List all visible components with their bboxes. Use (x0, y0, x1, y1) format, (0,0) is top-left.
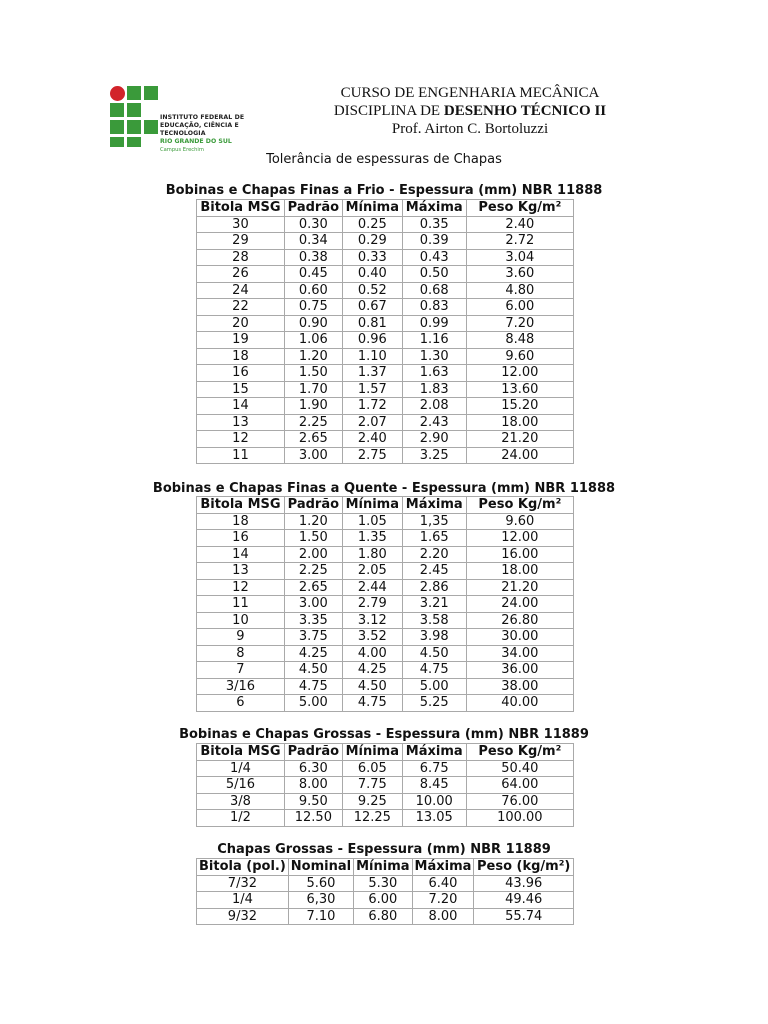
table-cell: 36.00 (466, 662, 573, 679)
table-cell: 1.37 (342, 365, 402, 382)
table-cell: 0.90 (284, 315, 342, 332)
table-cell: 4.50 (342, 678, 402, 695)
table-cell: 1.57 (342, 381, 402, 398)
column-header: Bitola MSG (197, 744, 285, 761)
table-cell: 2.90 (402, 431, 466, 448)
table-cell: 7.20 (466, 315, 573, 332)
table-row (197, 414, 574, 431)
logo-text (160, 114, 270, 154)
table-cell: 1.90 (284, 398, 342, 415)
table-cell: 0.75 (284, 299, 342, 316)
table-row (197, 645, 574, 662)
table-cell: 21.20 (466, 579, 573, 596)
table-cell: 0.83 (402, 299, 466, 316)
table-cell: 50.40 (466, 760, 573, 777)
table-row (197, 216, 574, 233)
thick-plates-table (196, 858, 574, 925)
table-cell: 3.35 (284, 612, 342, 629)
table-cell: 16.00 (466, 546, 573, 563)
table-cell: 3/16 (197, 678, 285, 695)
table-header-row (197, 744, 574, 761)
table-cell: 0.81 (342, 315, 402, 332)
column-header: Mínima (342, 497, 402, 514)
table-row (197, 777, 574, 794)
table-cell: 0.33 (342, 249, 402, 266)
table-row (197, 249, 574, 266)
table-cell: 1.63 (402, 365, 466, 382)
table-row (197, 266, 574, 283)
thick-coils-table (196, 743, 574, 827)
table-cell: 3.04 (466, 249, 573, 266)
table-cell: 2.40 (466, 216, 573, 233)
table-cell: 1.80 (342, 546, 402, 563)
column-header: Mínima (354, 859, 412, 876)
column-header: Mínima (342, 200, 402, 217)
table-cell: 4.50 (402, 645, 466, 662)
table-cell: 1.70 (284, 381, 342, 398)
table-cell: 2.44 (342, 579, 402, 596)
table-cell: 24 (197, 282, 285, 299)
table-cell: 6.00 (466, 299, 573, 316)
table-cell: 5.00 (284, 695, 342, 712)
column-header: Máxima (402, 200, 466, 217)
column-header: Máxima (402, 744, 466, 761)
table-cell: 18.00 (466, 563, 573, 580)
table-cell: 1.50 (284, 365, 342, 382)
column-header: Bitola MSG (197, 497, 285, 514)
table-row (197, 662, 574, 679)
table-cell: 1.20 (284, 513, 342, 530)
table-cell: 0.40 (342, 266, 402, 283)
table-cell: 6.05 (342, 760, 402, 777)
table-row (197, 579, 574, 596)
table-cell: 0.50 (402, 266, 466, 283)
table-cell: 0.30 (284, 216, 342, 233)
table-row (197, 760, 574, 777)
table-cell: 1/4 (197, 892, 289, 909)
table-cell: 18.00 (466, 414, 573, 431)
table-cell: 9.60 (466, 513, 573, 530)
table-cell: 16 (197, 365, 285, 382)
table-cell: 12 (197, 579, 285, 596)
table-row (197, 315, 574, 332)
logo-line-2: EDUCAÇÃO, CIÊNCIA E TECNOLOGIA (160, 122, 239, 137)
table-cell: 10.00 (402, 793, 466, 810)
table-cell: 0.38 (284, 249, 342, 266)
table-cell: 1.06 (284, 332, 342, 349)
table-cell: 1.65 (402, 530, 466, 547)
table-cell: 9.25 (342, 793, 402, 810)
table-cell: 20 (197, 315, 285, 332)
table-cell: 5.25 (402, 695, 466, 712)
table-row (197, 381, 574, 398)
table-cell: 7 (197, 662, 285, 679)
table-row (197, 678, 574, 695)
table-row (197, 892, 574, 909)
table-cell: 0.34 (284, 233, 342, 250)
table-cell: 3.98 (402, 629, 466, 646)
table-header-row (197, 859, 574, 876)
course-header (300, 84, 640, 138)
table-row (197, 332, 574, 349)
table-3-title: Bobinas e Chapas Grossas - Espessura (mm) NBR 11889 (179, 727, 589, 742)
table-row (197, 513, 574, 530)
table-cell: 29 (197, 233, 285, 250)
column-header: Peso Kg/m² (466, 744, 573, 761)
table-cell: 24.00 (466, 596, 573, 613)
table-cell: 43.96 (474, 875, 574, 892)
table-cell: 0.52 (342, 282, 402, 299)
table-cell: 4.80 (466, 282, 573, 299)
cold-rolled-table (196, 199, 574, 464)
table-cell: 21.20 (466, 431, 573, 448)
table-cell: 24.00 (466, 447, 573, 464)
table-row (197, 282, 574, 299)
table-cell: 1.50 (284, 530, 342, 547)
table-cell: 1.35 (342, 530, 402, 547)
table-row (197, 612, 574, 629)
table-cell: 3.75 (284, 629, 342, 646)
table-cell: 1/2 (197, 810, 285, 827)
table-cell: 100.00 (466, 810, 573, 827)
table-cell: 0.39 (402, 233, 466, 250)
table-cell: 22 (197, 299, 285, 316)
table-cell: 2.08 (402, 398, 466, 415)
column-header: Peso Kg/m² (466, 200, 573, 217)
table-cell: 64.00 (466, 777, 573, 794)
table-cell: 16 (197, 530, 285, 547)
table-row (197, 875, 574, 892)
table-cell: 2.86 (402, 579, 466, 596)
table-cell: 28 (197, 249, 285, 266)
table-row (197, 596, 574, 613)
table-cell: 1.72 (342, 398, 402, 415)
table-cell: 12.00 (466, 530, 573, 547)
table-cell: 1/4 (197, 760, 285, 777)
table-cell: 2.05 (342, 563, 402, 580)
table-row (197, 233, 574, 250)
table-row (197, 810, 574, 827)
table-cell: 12.25 (342, 810, 402, 827)
professor-name: Prof. Airton C. Bortoluzzi (391, 121, 549, 137)
table-cell: 3.52 (342, 629, 402, 646)
table-cell: 3.60 (466, 266, 573, 283)
table-cell: 8.48 (466, 332, 573, 349)
table-cell: 49.46 (474, 892, 574, 909)
table-cell: 0.25 (342, 216, 402, 233)
table-cell: 11 (197, 447, 285, 464)
table-cell: 6.75 (402, 760, 466, 777)
table-cell: 5.60 (288, 875, 353, 892)
table-cell: 4.00 (342, 645, 402, 662)
table-cell: 2.45 (402, 563, 466, 580)
table-row (197, 447, 574, 464)
table-cell: 7.10 (288, 908, 353, 925)
table-cell: 8.00 (284, 777, 342, 794)
table-cell: 3.58 (402, 612, 466, 629)
table-cell: 1.05 (342, 513, 402, 530)
table-row (197, 365, 574, 382)
table-row (197, 793, 574, 810)
column-header: Peso Kg/m² (466, 497, 573, 514)
table-cell: 0.43 (402, 249, 466, 266)
table-cell: 4.75 (342, 695, 402, 712)
table-cell: 2.20 (402, 546, 466, 563)
logo-line-3: RIO GRANDE DO SUL (160, 138, 232, 145)
document-title: Tolerância de espessuras de Chapas (266, 152, 502, 167)
table-cell: 9 (197, 629, 285, 646)
table-row (197, 398, 574, 415)
table-cell: 9.60 (466, 348, 573, 365)
table-cell: 1.83 (402, 381, 466, 398)
table-cell: 26.80 (466, 612, 573, 629)
table-cell: 1.20 (284, 348, 342, 365)
table-cell: 2.25 (284, 414, 342, 431)
table-cell: 0.29 (342, 233, 402, 250)
table-cell: 3.00 (284, 447, 342, 464)
table-cell: 8.45 (402, 777, 466, 794)
table-cell: 2.25 (284, 563, 342, 580)
table-cell: 6.80 (354, 908, 412, 925)
table-cell: 0.99 (402, 315, 466, 332)
table-cell: 14 (197, 398, 285, 415)
table-cell: 6,30 (288, 892, 353, 909)
table-header-row (197, 200, 574, 217)
logo-line-4: Campus Erechim (160, 147, 204, 153)
table-cell: 4.75 (284, 678, 342, 695)
table-cell: 7.20 (412, 892, 474, 909)
table-cell: 13 (197, 563, 285, 580)
table-cell: 7/32 (197, 875, 289, 892)
table-cell: 1.10 (342, 348, 402, 365)
table-cell: 55.74 (474, 908, 574, 925)
table-cell: 2.79 (342, 596, 402, 613)
hot-rolled-table (196, 496, 574, 712)
table-cell: 12.00 (466, 365, 573, 382)
table-cell: 2.65 (284, 579, 342, 596)
table-cell: 38.00 (466, 678, 573, 695)
table-cell: 6.00 (354, 892, 412, 909)
table-cell: 13 (197, 414, 285, 431)
table-cell: 4.25 (342, 662, 402, 679)
column-header: Mínima (342, 744, 402, 761)
table-cell: 15.20 (466, 398, 573, 415)
table-cell: 13.60 (466, 381, 573, 398)
table-row (197, 299, 574, 316)
table-cell: 76.00 (466, 793, 573, 810)
table-cell: 1.30 (402, 348, 466, 365)
table-cell: 12 (197, 431, 285, 448)
table-cell: 6.40 (412, 875, 474, 892)
table-cell: 26 (197, 266, 285, 283)
table-cell: 2.43 (402, 414, 466, 431)
logo-line-1: INSTITUTO FEDERAL DE (160, 114, 245, 121)
column-header: Máxima (402, 497, 466, 514)
table-cell: 9.50 (284, 793, 342, 810)
table-cell: 2.07 (342, 414, 402, 431)
table-cell: 12.50 (284, 810, 342, 827)
table-cell: 1.16 (402, 332, 466, 349)
table-cell: 18 (197, 348, 285, 365)
column-header: Máxima (412, 859, 474, 876)
table-cell: 0.96 (342, 332, 402, 349)
table-cell: 8 (197, 645, 285, 662)
table-row (197, 348, 574, 365)
table-cell: 10 (197, 612, 285, 629)
column-header: Padrão (284, 200, 342, 217)
table-2-title: Bobinas e Chapas Finas a Quente - Espessura (mm) NBR 11888 (152, 481, 616, 496)
table-cell: 2.40 (342, 431, 402, 448)
table-cell: 0.45 (284, 266, 342, 283)
logo-red-dot (110, 86, 125, 101)
table-cell: 14 (197, 546, 285, 563)
discipline-name: DISCIPLINA DE DESENHO TÉCNICO II (333, 103, 607, 119)
column-header: Bitola (pol.) (197, 859, 289, 876)
table-header-row (197, 497, 574, 514)
table-cell: 3/8 (197, 793, 285, 810)
table-cell: 30.00 (466, 629, 573, 646)
table-1-title: Bobinas e Chapas Finas a Frio - Espessura (mm) NBR 11888 (165, 183, 603, 198)
table-cell: 5/16 (197, 777, 285, 794)
table-cell: 9/32 (197, 908, 289, 925)
table-cell: 2.72 (466, 233, 573, 250)
table-cell: 2.00 (284, 546, 342, 563)
column-header: Padrão (284, 744, 342, 761)
column-header: Nominal (288, 859, 353, 876)
column-header: Padrão (284, 497, 342, 514)
table-cell: 34.00 (466, 645, 573, 662)
table-cell: 0.35 (402, 216, 466, 233)
table-cell: 4.50 (284, 662, 342, 679)
table-cell: 4.75 (402, 662, 466, 679)
table-cell: 13.05 (402, 810, 466, 827)
table-cell: 1,35 (402, 513, 466, 530)
table-row (197, 908, 574, 925)
table-cell: 0.68 (402, 282, 466, 299)
table-cell: 3.21 (402, 596, 466, 613)
table-cell: 11 (197, 596, 285, 613)
table-cell: 30 (197, 216, 285, 233)
table-cell: 0.60 (284, 282, 342, 299)
table-4-title: Chapas Grossas - Espessura (mm) NBR 11889 (217, 842, 551, 857)
institution-logo (110, 86, 270, 153)
table-cell: 6 (197, 695, 285, 712)
table-cell: 18 (197, 513, 285, 530)
table-cell: 3.25 (402, 447, 466, 464)
table-cell: 5.30 (354, 875, 412, 892)
table-cell: 8.00 (412, 908, 474, 925)
column-header: Bitola MSG (197, 200, 285, 217)
table-row (197, 530, 574, 547)
table-row (197, 695, 574, 712)
table-row (197, 629, 574, 646)
column-header: Peso (kg/m²) (474, 859, 574, 876)
table-cell: 5.00 (402, 678, 466, 695)
table-cell: 3.12 (342, 612, 402, 629)
table-cell: 2.65 (284, 431, 342, 448)
table-cell: 2.75 (342, 447, 402, 464)
table-cell: 0.67 (342, 299, 402, 316)
table-cell: 4.25 (284, 645, 342, 662)
course-name: CURSO DE ENGENHARIA MECÂNICA (340, 85, 600, 101)
table-cell: 40.00 (466, 695, 573, 712)
table-row (197, 431, 574, 448)
table-row (197, 546, 574, 563)
table-cell: 6.30 (284, 760, 342, 777)
table-cell: 7.75 (342, 777, 402, 794)
table-cell: 19 (197, 332, 285, 349)
table-row (197, 563, 574, 580)
table-cell: 3.00 (284, 596, 342, 613)
table-cell: 15 (197, 381, 285, 398)
